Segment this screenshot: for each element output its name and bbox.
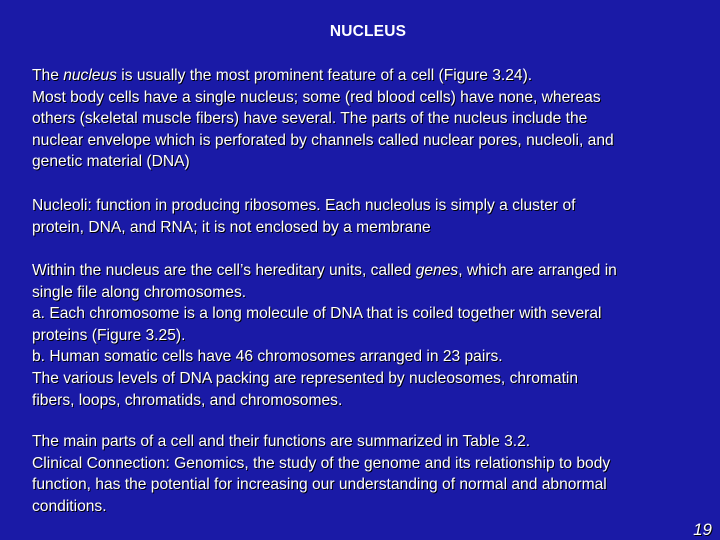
text-line: proteins (Figure 3.25). bbox=[32, 326, 186, 344]
text-line: fibers, loops, chromatids, and chromosomes. bbox=[32, 391, 343, 409]
text-line: The nucleus is usually the most prominent feature of a cell (Figure 3.24). bbox=[32, 67, 533, 84]
text-line: The various levels of DNA packing are represented by nucleosomes, chromatin bbox=[32, 369, 579, 387]
text-line: genetic material (DNA) bbox=[32, 153, 190, 171]
text-line: protein, DNA, and RNA; it is not enclosed by a membrane bbox=[32, 218, 431, 236]
text-line: Nucleoli: function in producing ribosomes. Each nucleolus is simply a cluster of bbox=[32, 197, 576, 214]
text-line: Within the nucleus are the cell’s hereditary units, called genes, which are arranged in bbox=[32, 262, 617, 279]
text-line: The main parts of a cell and their functions are summarized in Table 3.2. bbox=[32, 433, 531, 450]
text-line: single file along chromosomes. bbox=[32, 283, 247, 301]
paragraph-summary-clinical bbox=[32, 431, 716, 517]
slide-title: NUCLEUS bbox=[329, 23, 407, 40]
paragraph-nucleus-intro bbox=[32, 65, 716, 173]
paragraph-genes-chromosomes bbox=[32, 260, 716, 411]
text-line: b. Human somatic cells have 46 chromosomes arranged in 23 pairs. bbox=[32, 348, 503, 366]
emphasis-term: nucleus bbox=[63, 67, 117, 84]
emphasis-term: genes bbox=[415, 262, 459, 279]
text-line: nuclear envelope which is perforated by channels called nuclear pores, nucleoli, and bbox=[32, 131, 614, 149]
page-number: 19 bbox=[693, 520, 712, 539]
text-line: Clinical Connection: Genomics, the study of the genome and its relationship to body bbox=[32, 454, 611, 472]
text-line: a. Each chromosome is a long molecule of DNA that is coiled together with several bbox=[32, 305, 602, 323]
text-line: function, has the potential for increasing our understanding of normal and abnormal bbox=[32, 476, 607, 494]
text-line: conditions. bbox=[32, 497, 107, 515]
text-line: Most body cells have a single nucleus; some (red blood cells) have none, whereas bbox=[32, 88, 601, 106]
text-line: others (skeletal muscle fibers) have several. The parts of the nucleus include the bbox=[32, 110, 588, 128]
paragraph-nucleoli bbox=[32, 195, 716, 238]
